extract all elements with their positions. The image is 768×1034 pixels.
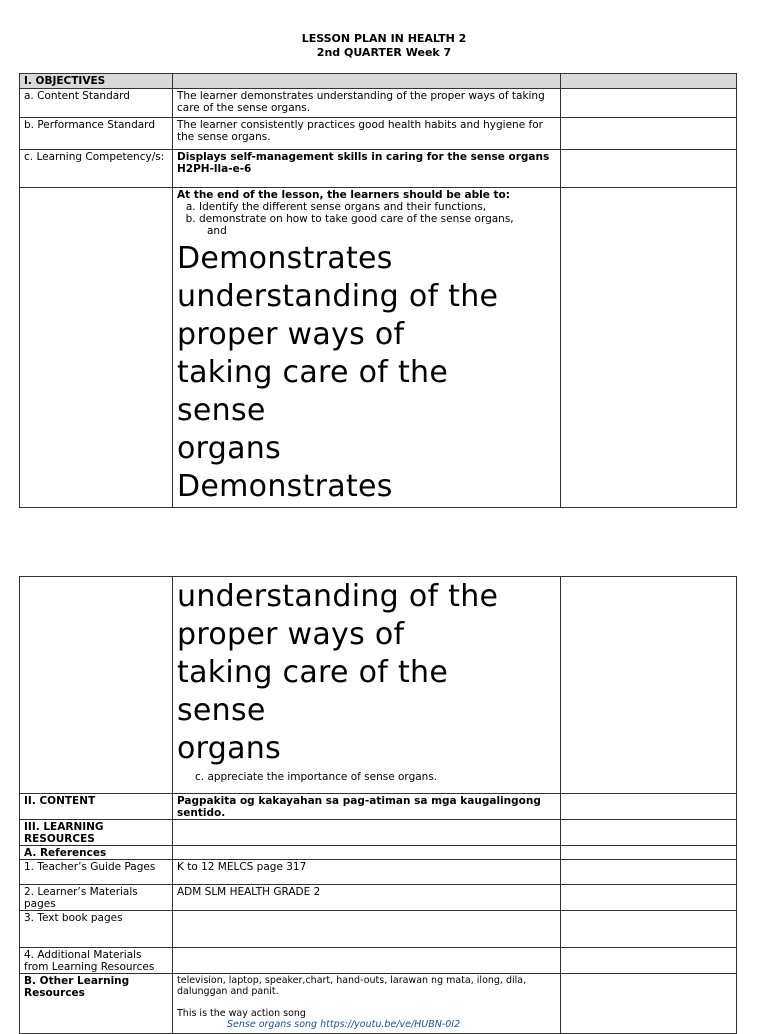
document-title: LESSON PLAN IN HEALTH 2 [301,32,467,45]
blank-cell [173,846,561,860]
other-resources-note: This is the way action song [177,1008,306,1019]
big-line: understanding of the [177,279,499,314]
remarks-cell [561,89,737,118]
big-line: sense [177,693,266,728]
remarks-cell [561,860,737,885]
content-standard-label: a. Content Standard [20,89,173,118]
big-line: organs [177,431,282,466]
remarks-cell [561,118,737,150]
learners-materials-value: ADM SLM HEALTH GRADE 2 [173,885,561,911]
big-line: Demonstrates [177,241,393,276]
textbook-label: 3. Text book pages [20,911,173,948]
competency-code: H2PH-lla-e-6 [177,163,252,175]
objectives-cont-cell [173,577,561,794]
remarks-cell [561,820,737,846]
other-resources-cell [173,974,561,1034]
big-text-block [177,240,556,506]
lesson-table-2 [19,576,737,1034]
content-text: Pagpakita og kakayahan sa pag-atiman sa mga kaugalingong sentido. [173,794,561,820]
references-label: A. References [20,846,173,860]
performance-standard-label: b. Performance Standard [20,118,173,150]
competency-cell [173,150,561,188]
remarks-cell [561,911,737,948]
big-line: organs [177,731,282,766]
remarks-cell [561,577,737,794]
objective-a: a. Identify the different sense organs and their functions, [199,201,556,213]
teachers-guide-value: K to 12 MELCS page 317 [173,860,561,885]
additional-materials-label: 4. Additional Materials from Learning Resources [20,948,173,974]
remarks-cell [561,974,737,1034]
big-line: Demonstrates [177,469,393,504]
document-subtitle: 2nd QUARTER Week 7 [316,46,452,59]
song-link[interactable]: Sense organs song https://youtu.be/ve/HUBN-0I2 [227,1019,461,1030]
objectives-header: I. OBJECTIVES [20,74,173,89]
objectives-header-blank [173,74,561,89]
big-line: taking care of the [177,655,449,690]
remarks-cell [561,188,737,508]
big-line: sense [177,393,266,428]
remarks-cell [561,948,737,974]
other-resources-value: television, laptop, speaker,chart, hand-outs, larawan ng mata, ilong, dila, dalunggan and panit. [177,975,527,997]
content-label: II. CONTENT [20,794,173,820]
competency-text: Displays self-management skills in caring for the sense organs [177,151,550,163]
content-standard-text: The learner demonstrates understanding of the proper ways of taking care of the sense organs. [173,89,561,118]
big-line: taking care of the [177,355,449,390]
big-line: understanding of the [177,579,499,614]
objectives-header-blank-2 [561,74,737,89]
remarks-cell [561,150,737,188]
objectives-label-blank [20,188,173,508]
objective-b-cont: and [207,225,227,237]
remarks-cell [561,885,737,911]
objectives-label-blank [20,577,173,794]
lesson-table-1 [19,73,737,508]
big-text-block [177,578,556,768]
big-line: proper ways of [177,617,405,652]
objective-b: b. demonstrate on how to take good care of the sense organs, [199,213,556,225]
remarks-cell [561,846,737,860]
objectives-intro: At the end of the lesson, the learners should be able to: [177,189,510,201]
blank-cell [173,820,561,846]
learners-materials-label: 2. Learner’s Materials pages [20,885,173,911]
performance-standard-text: The learner consistently practices good health habits and hygiene for the sense organs. [173,118,561,150]
competency-label: c. Learning Competency/s: [20,150,173,188]
blank-cell [173,948,561,974]
remarks-cell [561,794,737,820]
blank-cell [173,911,561,948]
big-line: proper ways of [177,317,405,352]
other-resources-label: B. Other Learning Resources [20,974,173,1034]
teachers-guide-label: 1. Teacher’s Guide Pages [20,860,173,885]
objectives-cell [173,188,561,508]
learning-resources-label: III. LEARNING RESOURCES [20,820,173,846]
objective-c: c. appreciate the importance of sense organs. [195,771,438,783]
